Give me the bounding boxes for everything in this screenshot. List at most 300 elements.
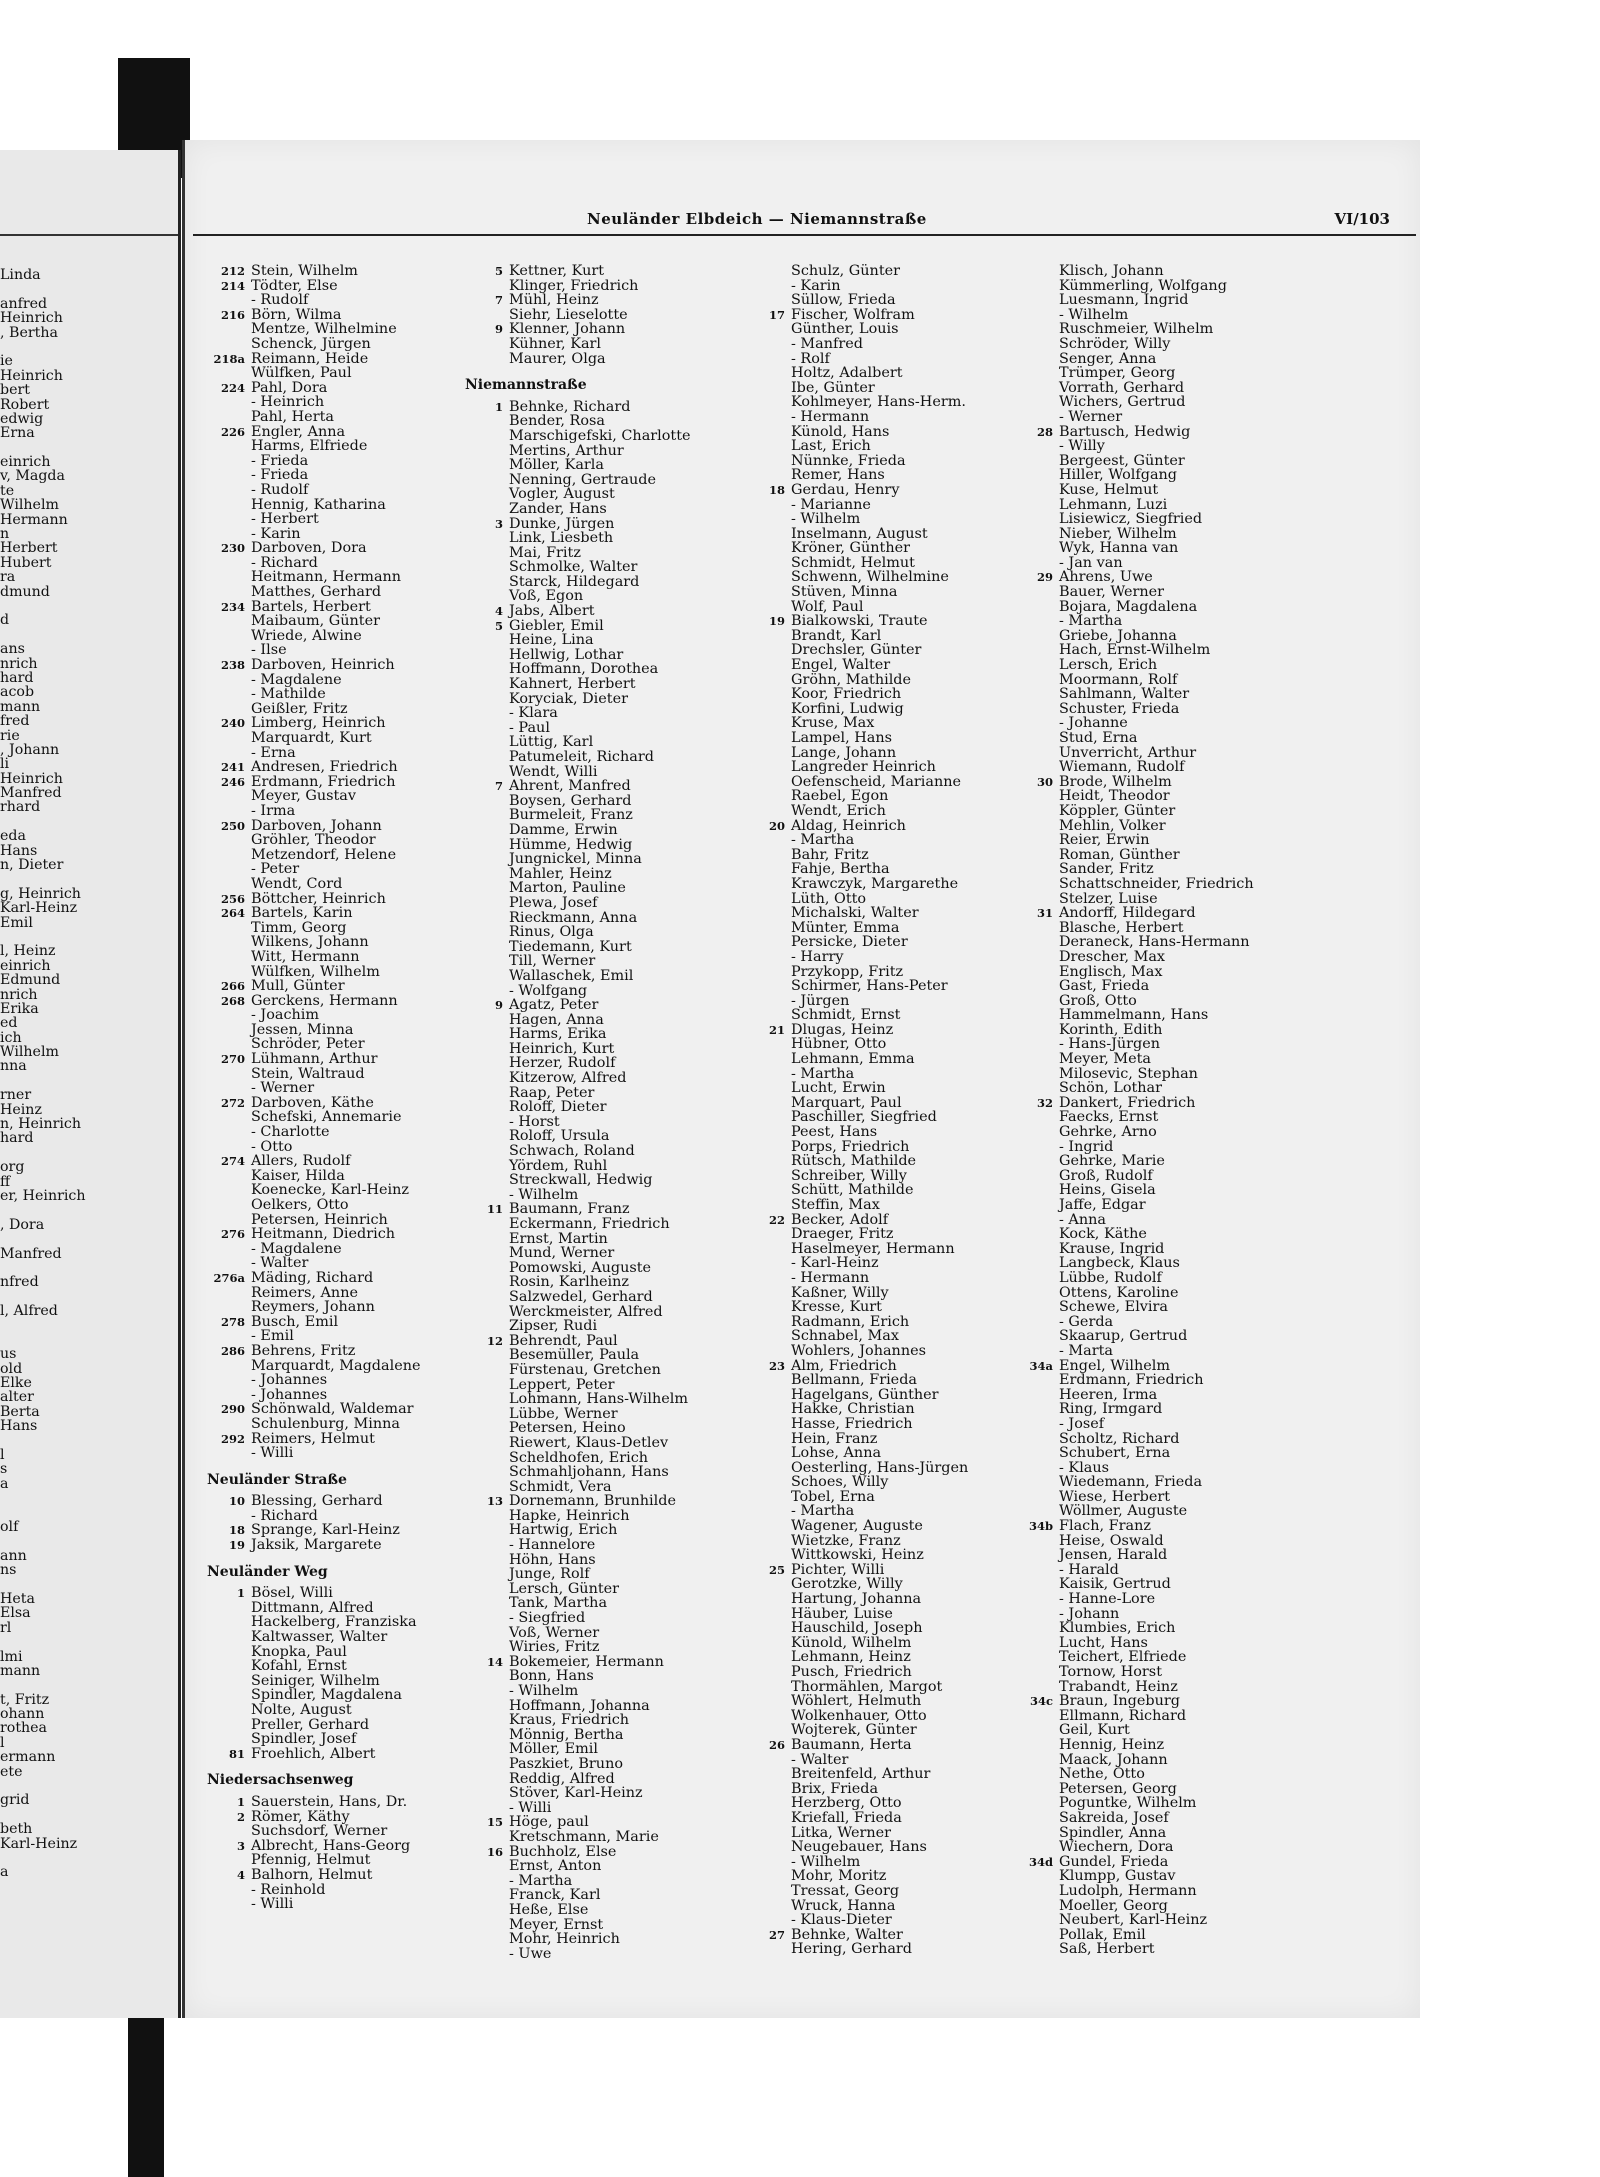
resident-name: Zander, Hans — [509, 500, 607, 517]
resident-name: Heitmann, Diedrich — [251, 1226, 396, 1243]
left-page-line: ed — [0, 1015, 18, 1032]
resident-name: Möller, Karla — [509, 457, 604, 474]
resident-entry — [463, 763, 598, 780]
resident-entry — [205, 410, 353, 425]
resident-name: Schmidt, Vera — [509, 1478, 612, 1495]
resident-name: Künold, Hans — [791, 423, 890, 440]
resident-name: Wiedemann, Frieda — [1059, 1474, 1203, 1491]
resident-name: - Walter — [791, 1751, 849, 1768]
house-number: 240 — [220, 716, 245, 731]
resident-entry — [463, 1172, 653, 1189]
left-page-line: Hans — [0, 1418, 38, 1435]
resident-entry — [463, 263, 605, 279]
resident-name: - Klaus — [1059, 1459, 1110, 1476]
resident-entry — [205, 1284, 358, 1301]
house-number: 31 — [1036, 906, 1053, 921]
resident-name: - Ingrid — [1059, 1138, 1114, 1155]
resident-name: Bartusch, Hedwig — [1059, 423, 1191, 440]
resident-entry — [205, 613, 380, 630]
resident-name: Behrens, Fritz — [251, 1342, 356, 1359]
resident-name: Gröhn, Mathilde — [791, 671, 912, 688]
resident-name: - Uwe — [509, 1945, 552, 1962]
resident-name: Marton, Pauline — [509, 880, 626, 897]
resident-entry — [463, 938, 632, 955]
resident-name: Sauerstein, Hans, Dr. — [251, 1793, 408, 1810]
resident-entry — [205, 759, 398, 776]
resident-name: Trümper, Georg — [1059, 365, 1176, 382]
resident-name: Bartels, Karin — [251, 905, 353, 922]
left-page-line: ete — [0, 1763, 23, 1780]
house-number: 3 — [494, 516, 503, 531]
left-page-line: edwig — [0, 410, 44, 427]
resident-entry — [463, 1188, 587, 1203]
directory-page — [182, 140, 1420, 2018]
resident-entry — [463, 486, 615, 503]
resident-name: Börn, Wilma — [251, 306, 342, 323]
house-number: 20 — [768, 818, 785, 833]
resident-entry — [205, 643, 353, 658]
left-page-line: Emil — [0, 914, 33, 931]
resident-entry — [205, 293, 353, 308]
resident-name: Dankert, Friedrich — [1059, 1094, 1196, 1111]
resident-name: - Martha — [1059, 613, 1123, 630]
resident-name: Wruck, Hanna — [791, 1897, 896, 1914]
resident-name: Darboven, Käthe — [251, 1094, 374, 1111]
resident-name: - Irma — [251, 802, 296, 819]
resident-name: Schreiber, Willy — [791, 1167, 907, 1184]
resident-name: - Horst — [509, 1113, 560, 1130]
resident-entry — [463, 1099, 607, 1116]
resident-entry — [463, 924, 594, 941]
house-number: 21 — [768, 1022, 785, 1037]
resident-name: Dlugas, Heinz — [791, 1021, 894, 1038]
resident-entry — [205, 1342, 356, 1359]
resident-entry — [205, 846, 397, 863]
resident-name: Bonn, Hans — [509, 1668, 594, 1685]
resident-entry — [463, 1712, 630, 1729]
resident-name: Stein, Waltraud — [251, 1065, 365, 1082]
resident-name: Münter, Emma — [791, 919, 900, 936]
left-page-line: nna — [0, 1058, 27, 1075]
resident-name: Eckermann, Friedrich — [509, 1216, 670, 1232]
resident-name: Saß, Herbert — [1059, 1941, 1155, 1958]
left-page-line: einrich — [0, 454, 51, 471]
house-number: 9 — [494, 322, 503, 337]
left-page-line: l — [0, 1447, 5, 1464]
house-number: 19 — [228, 1538, 245, 1553]
resident-name: Günther, Louis — [791, 321, 899, 338]
left-page-line: old — [0, 1360, 23, 1377]
house-number: 11 — [486, 1202, 503, 1217]
resident-entry — [205, 877, 353, 892]
resident-name: Jessen, Minna — [251, 1021, 354, 1038]
resident-entry — [463, 997, 599, 1014]
resident-name: Bojara, Magdalena — [1059, 598, 1198, 615]
resident-name: Klumpp, Gustav — [1059, 1868, 1176, 1885]
resident-entry — [463, 515, 615, 532]
house-number: 27 — [768, 1927, 785, 1942]
resident-name: Junge, Rolf — [509, 1566, 590, 1583]
house-number: 7 — [494, 779, 503, 794]
resident-entry — [463, 1464, 669, 1481]
resident-entry — [205, 1823, 388, 1840]
resident-entry — [205, 438, 368, 455]
resident-name: - Siegfried — [509, 1610, 586, 1627]
resident-name: Hartung, Johanna — [791, 1591, 922, 1608]
resident-entry — [463, 306, 628, 323]
resident-entry — [463, 1741, 598, 1758]
page-title: Neuländer Elbdeich — Niemannstraße — [587, 210, 927, 228]
house-number: 23 — [768, 1358, 785, 1373]
house-number: 234 — [220, 599, 245, 614]
resident-name: Rosin, Karlheinz — [509, 1274, 629, 1291]
resident-name: Unverricht, Arthur — [1059, 744, 1197, 761]
resident-name: Lehmann, Emma — [791, 1051, 915, 1068]
resident-entry — [205, 1023, 353, 1038]
resident-name: Wolf, Paul — [791, 598, 864, 615]
resident-entry — [205, 673, 353, 688]
resident-entry — [463, 706, 587, 721]
resident-name: Stelzer, Luise — [1059, 890, 1158, 907]
resident-name: Mönnig, Bertha — [509, 1726, 624, 1743]
resident-name: - Frieda — [251, 467, 309, 484]
resident-name: Schröder, Willy — [1059, 335, 1171, 352]
resident-name: Klinger, Friedrich — [509, 277, 639, 294]
resident-entry — [463, 530, 614, 547]
resident-name: Jabs, Albert — [509, 603, 595, 620]
left-page-line: ann — [0, 1547, 27, 1564]
resident-name: Wöllmer, Auguste — [1059, 1503, 1188, 1520]
resident-name: Wittkowski, Heinz — [791, 1547, 924, 1564]
resident-name: Hagelgans, Günther — [791, 1386, 939, 1403]
resident-name: Ottens, Karoline — [1059, 1284, 1179, 1301]
resident-name: Matthes, Gerhard — [251, 584, 382, 601]
resident-name: Vorrath, Gerhard — [1059, 379, 1185, 396]
resident-name: Schulenburg, Minna — [251, 1415, 401, 1432]
resident-entry — [205, 862, 353, 877]
resident-name: Kruse, Max — [791, 715, 875, 732]
resident-name: Draeger, Fritz — [791, 1226, 894, 1243]
resident-name: Bialkowski, Traute — [791, 613, 928, 630]
resident-name: Korinth, Edith — [1059, 1021, 1163, 1038]
resident-name: Trabandt, Heinz — [1059, 1678, 1178, 1695]
resident-entry — [463, 894, 598, 911]
resident-entry — [463, 984, 587, 999]
left-page-line: ra — [0, 569, 16, 586]
house-number: 18 — [768, 482, 785, 497]
resident-name: Heidt, Theodor — [1059, 788, 1170, 805]
left-page-line: Manfred — [0, 1245, 62, 1262]
house-number: 81 — [228, 1746, 245, 1761]
resident-entry — [205, 1716, 370, 1733]
resident-entry — [205, 1008, 353, 1023]
resident-name: - Jan van — [1059, 554, 1123, 571]
resident-entry — [463, 1201, 630, 1218]
resident-name: - Herbert — [251, 511, 319, 528]
resident-name: - Otto — [251, 1138, 293, 1155]
resident-name: Deraneck, Hans-Hermann — [1059, 934, 1250, 951]
resident-name: Spindler, Josef — [251, 1731, 357, 1748]
resident-name: Spindler, Anna — [1059, 1824, 1167, 1841]
resident-entry — [463, 676, 636, 693]
resident-entry — [205, 1522, 400, 1539]
resident-name: Hein, Franz — [791, 1430, 878, 1447]
resident-name: Meyer, Gustav — [251, 788, 356, 805]
resident-entry — [205, 963, 380, 980]
resident-entry — [463, 967, 634, 984]
resident-entry — [205, 715, 386, 732]
house-number: 34b — [1028, 1519, 1053, 1534]
resident-name: - Johann — [1059, 1605, 1120, 1622]
house-number: 13 — [486, 1494, 503, 1509]
left-page-line: Hubert — [0, 554, 52, 571]
resident-entry — [463, 1726, 624, 1743]
resident-name: Boysen, Gerhard — [509, 792, 632, 809]
resident-name: Groß, Otto — [1059, 992, 1137, 1009]
resident-entry — [205, 1388, 353, 1403]
resident-name: Rieckmann, Anna — [509, 909, 638, 926]
resident-name: Wilkens, Johann — [251, 934, 369, 951]
resident-entry — [463, 1815, 587, 1830]
resident-name: Schwach, Roland — [509, 1143, 635, 1160]
resident-name: Erdmann, Friedrich — [251, 773, 396, 790]
resident-entry — [205, 425, 353, 440]
resident-name: Maibaum, Günter — [251, 613, 380, 630]
resident-entry — [205, 1537, 382, 1554]
resident-name: Lüth, Otto — [791, 890, 867, 907]
resident-name: - Willy — [1059, 438, 1105, 455]
house-number: 241 — [220, 760, 245, 775]
resident-entry — [463, 778, 631, 795]
left-page-line: mann — [0, 1662, 41, 1679]
resident-entry — [205, 1745, 376, 1762]
resident-entry — [205, 1509, 353, 1524]
resident-name: Reimers, Helmut — [251, 1430, 375, 1447]
resident-entry — [463, 1391, 689, 1408]
resident-entry — [205, 1810, 353, 1825]
resident-entry — [205, 788, 356, 805]
resident-name: Skaarup, Gertrud — [1059, 1328, 1188, 1345]
resident-entry — [205, 1430, 375, 1447]
resident-name: Drechsler, Günter — [791, 642, 922, 659]
resident-name: Wöhlert, Helmuth — [791, 1693, 922, 1710]
left-header-rule — [0, 234, 178, 236]
resident-name: Pichter, Willi — [791, 1561, 885, 1578]
resident-entry — [205, 556, 353, 571]
resident-name: Koenecke, Karl-Heinz — [251, 1182, 409, 1199]
resident-name: Heins, Gisela — [1059, 1182, 1156, 1199]
resident-entry — [205, 1140, 353, 1155]
resident-name: - Charlotte — [251, 1124, 330, 1141]
resident-name: Seiniger, Wilhelm — [251, 1672, 380, 1689]
resident-entry — [463, 1785, 643, 1802]
resident-name: Inselmann, August — [791, 525, 928, 542]
left-page-line: nrich — [0, 655, 38, 672]
resident-name: Tobel, Erna — [791, 1488, 875, 1505]
resident-name: Riewert, Klaus-Detlev — [509, 1434, 669, 1451]
resident-name: Blasche, Herbert — [1059, 919, 1184, 936]
resident-name: Wichers, Gertrud — [1059, 394, 1186, 411]
resident-entry — [463, 1858, 602, 1875]
resident-name: Ludolph, Hermann — [1059, 1882, 1197, 1899]
resident-name: Streckwall, Hedwig — [509, 1172, 653, 1189]
resident-entry — [463, 1128, 610, 1145]
left-page-line: n — [0, 526, 10, 543]
house-number: 7 — [494, 293, 503, 308]
resident-name: Persicke, Dieter — [791, 934, 908, 951]
resident-entry — [205, 657, 395, 674]
resident-entry — [205, 1315, 353, 1330]
resident-name: Tank, Martha — [509, 1595, 608, 1612]
resident-entry — [463, 1040, 615, 1057]
resident-entry — [205, 321, 397, 338]
resident-name: Jungnickel, Minna — [509, 851, 642, 868]
left-page-line: a — [0, 1475, 9, 1492]
resident-entry — [463, 457, 604, 474]
resident-name: Suchsdorf, Werner — [251, 1823, 388, 1840]
resident-entry — [463, 865, 612, 882]
resident-name: Jaffe, Edgar — [1059, 1197, 1146, 1213]
resident-name: Remer, Hans — [791, 467, 885, 484]
left-page-line — [0, 1232, 175, 1246]
resident-name: Kriefall, Frieda — [791, 1809, 902, 1826]
resident-name: - Willi — [509, 1799, 552, 1816]
resident-name: Reimers, Anne — [251, 1284, 358, 1301]
left-page-line: l — [0, 1734, 5, 1751]
resident-name: Darboven, Heinrich — [251, 657, 395, 674]
resident-name: - Hanne-Lore — [1059, 1591, 1156, 1608]
resident-entry — [463, 350, 606, 367]
resident-entry — [205, 1036, 365, 1053]
left-page-line: hard — [0, 1130, 34, 1147]
resident-entry — [463, 1070, 627, 1087]
resident-name: - Jürgen — [791, 992, 850, 1009]
resident-entry — [463, 292, 599, 309]
resident-name: - Anna — [1059, 1211, 1106, 1228]
resident-entry — [205, 527, 353, 542]
resident-name: - Richard — [251, 554, 318, 571]
resident-name: Moeller, Georg — [1059, 1897, 1168, 1914]
resident-name: Lohse, Anna — [791, 1445, 882, 1462]
resident-entry — [205, 746, 353, 761]
resident-name: Langreder Heinrich — [791, 759, 936, 776]
resident-name: - Paul — [509, 719, 550, 736]
resident-entry — [463, 646, 624, 663]
left-page-line — [0, 1319, 175, 1333]
resident-entry — [205, 773, 396, 790]
left-page-line: ans — [0, 641, 25, 658]
resident-entry — [463, 1420, 626, 1437]
resident-entry — [205, 540, 367, 557]
resident-entry — [463, 1478, 612, 1495]
left-page-line: a — [0, 1864, 9, 1881]
resident-name: Kohlmeyer, Hans-Herm. — [791, 394, 966, 411]
house-number: 32 — [1036, 1095, 1053, 1110]
resident-name: - Magdalene — [251, 671, 342, 688]
resident-name: Paschiller, Siegfried — [791, 1109, 937, 1126]
left-page-line: Heta — [0, 1590, 35, 1607]
house-number: 276 — [220, 1227, 245, 1242]
resident-entry — [205, 627, 362, 644]
resident-name: Mohr, Heinrich — [509, 1931, 620, 1948]
resident-name: Flach, Franz — [1059, 1518, 1151, 1535]
house-number: 10 — [228, 1494, 245, 1509]
resident-name: Alm, Friedrich — [791, 1357, 897, 1374]
left-page-line — [0, 1491, 175, 1505]
resident-name: Leppert, Peter — [509, 1376, 615, 1393]
resident-name: Höge, paul — [509, 1814, 589, 1831]
resident-name: Gerdau, Henry — [791, 481, 900, 498]
resident-name: - Rolf — [791, 350, 830, 367]
resident-name: Schnabel, Max — [791, 1328, 899, 1345]
resident-entry — [205, 1659, 353, 1674]
resident-name: Kitzerow, Alfred — [509, 1070, 627, 1087]
resident-name: Pusch, Friedrich — [791, 1664, 912, 1680]
resident-name: Brandt, Karl — [791, 627, 882, 644]
resident-entry — [463, 413, 605, 430]
resident-entry — [205, 1211, 388, 1228]
binding-shadow-bottom — [128, 2018, 164, 2177]
resident-name: - Marianne — [791, 496, 871, 513]
resident-name: Tressat, Georg — [791, 1882, 900, 1899]
resident-name: Mäding, Richard — [251, 1269, 374, 1286]
left-page-line — [0, 1851, 175, 1865]
left-page-line — [0, 340, 175, 354]
resident-name: Krawczyk, Margarethe — [791, 875, 959, 892]
header-rule — [193, 234, 1416, 236]
resident-entry — [463, 1245, 615, 1262]
house-number: 17 — [768, 307, 785, 322]
resident-name: Möller, Emil — [509, 1741, 598, 1758]
resident-name: Oelkers, Otto — [251, 1197, 349, 1213]
resident-entry — [205, 468, 353, 483]
resident-name: Schirmer, Hans-Peter — [791, 978, 948, 995]
resident-name: - Wolfgang — [509, 982, 588, 999]
resident-name: Holtz, Adalbert — [791, 365, 903, 382]
resident-name: Hagen, Anna — [509, 1011, 604, 1028]
resident-name: Heße, Else — [509, 1901, 589, 1918]
resident-name: Wiries, Fritz — [509, 1639, 600, 1656]
resident-entry — [205, 817, 382, 834]
resident-name: Dornemann, Brunhilde — [509, 1493, 676, 1510]
resident-name: Bellmann, Frieda — [791, 1372, 917, 1389]
resident-name: Wallaschek, Emil — [509, 967, 634, 984]
resident-name: Schmidt, Helmut — [791, 554, 915, 571]
resident-entry — [463, 573, 640, 590]
resident-entry — [205, 350, 369, 367]
resident-name: Klumbies, Erich — [1059, 1620, 1176, 1637]
left-page-line: Herbert — [0, 540, 58, 557]
left-page-line: nfred — [0, 1274, 39, 1291]
resident-name: Franck, Karl — [509, 1887, 601, 1904]
resident-name: Schmahljohann, Hans — [509, 1464, 669, 1481]
resident-name: Hoffmann, Dorothea — [509, 661, 659, 678]
resident-name: Roloff, Dieter — [509, 1099, 607, 1116]
resident-entry — [463, 807, 633, 824]
resident-name: Patumeleit, Richard — [509, 749, 654, 765]
resident-name: - Harald — [1059, 1561, 1119, 1578]
resident-name: - Peter — [251, 861, 300, 878]
resident-name: Kaltwasser, Walter — [251, 1629, 388, 1646]
resident-name: Klisch, Johann — [1059, 263, 1164, 279]
left-page-line: Karl-Heinz — [0, 900, 78, 917]
house-number: 212 — [220, 264, 245, 278]
resident-name: Lübbe, Werner — [509, 1405, 618, 1422]
resident-name: Wiechern, Dora — [1059, 1839, 1174, 1856]
resident-entry — [463, 1026, 607, 1043]
resident-name: Radmann, Erich — [791, 1313, 910, 1330]
house-number: 4 — [236, 1867, 245, 1882]
